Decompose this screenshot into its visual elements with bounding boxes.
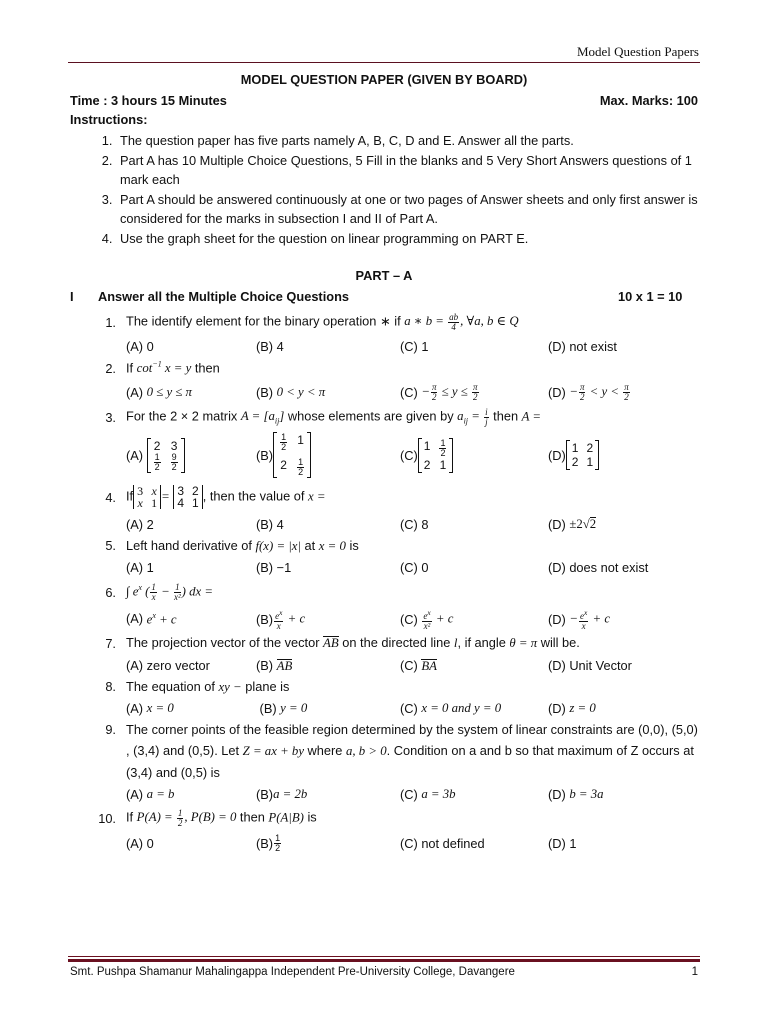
option-b: (B) AB bbox=[256, 657, 293, 673]
question-text: The projection vector of the vector AB on the directed line l, if angle θ = π will be. bbox=[126, 635, 580, 650]
option-c: (C) not defined bbox=[400, 835, 485, 851]
option-a: (A) 0 ≤ y ≤ π bbox=[126, 384, 192, 400]
question-number: 1. bbox=[105, 314, 116, 330]
options-row bbox=[126, 831, 698, 855]
question-number: 3. bbox=[105, 409, 116, 425]
options-row bbox=[126, 556, 698, 578]
footer-rule-thick bbox=[68, 959, 700, 962]
option-c: (C) 1 $\frac{1}{2}$ 2 1 bbox=[400, 438, 548, 473]
options-row bbox=[126, 697, 698, 719]
options-row bbox=[126, 335, 698, 357]
max-marks: Max. Marks: 100 bbox=[599, 93, 698, 108]
matrix: $\frac{1}{2}$ 1 2 $\frac{1}{2}$ bbox=[273, 432, 311, 478]
page-number: 1 bbox=[691, 966, 698, 978]
options-row bbox=[126, 379, 698, 405]
question-text: If 3 x x 1 = 3 2 4 1 , then the value of x = bbox=[126, 484, 326, 510]
question-text: For the 2 × 2 matrix $A = [a_{ij}]$ whose elements are given by $a_{ij}$ = $\frac{i}{j}$ then A = bbox=[126, 406, 542, 427]
option-c: (C) x = 0 and y = 0 bbox=[400, 700, 502, 716]
option-c: (C) 0 bbox=[400, 559, 429, 575]
option-c: (C) a = 3b bbox=[400, 786, 456, 802]
option-d: (D) − $\frac{\pi}{2}$ < y < $\frac{\pi}{2}$ bbox=[548, 381, 629, 402]
question-text: Left hand derivative of f(x) = |x| at x = 0 is bbox=[126, 537, 359, 553]
question-text bbox=[126, 313, 698, 332]
question-number: 5. bbox=[105, 538, 116, 553]
options-row bbox=[126, 606, 698, 632]
option-a: (A) 2 bbox=[126, 516, 154, 532]
option-d: (D) b = 3a bbox=[548, 786, 604, 802]
option-a: (A) $e^x + c$ bbox=[126, 610, 177, 627]
option-c: (C) 8 bbox=[400, 516, 429, 532]
question-text: ∫ $e^x$ ( $\frac{1}{x}$ − $\frac{1}{\text{x²}}$ ) dx = bbox=[126, 581, 214, 602]
question-number: 4. bbox=[105, 489, 116, 505]
question-7 bbox=[98, 632, 698, 654]
page-content bbox=[70, 72, 698, 855]
option-d: (D) ±2√2 bbox=[548, 516, 597, 532]
options-row bbox=[126, 429, 698, 481]
matrix: 2 3 $\frac{1}{2}$ $\frac{9}{2}$ bbox=[147, 438, 185, 473]
option-c: (C) − $\frac{\pi}{2}$ ≤ y ≤ $\frac{\pi}{2}$ bbox=[400, 381, 478, 402]
section-marks: 10 x 1 = 10 bbox=[618, 289, 683, 304]
question-number: 8. bbox=[105, 679, 116, 694]
options-row bbox=[126, 783, 698, 805]
option-c: (C) BA bbox=[400, 657, 437, 673]
option-d: (D) Unit Vector bbox=[548, 657, 632, 673]
option-c: (C) $\frac{e^x}{\text{x²}}$ + c bbox=[400, 607, 454, 631]
instruction-item: 2. Part A has 10 Multiple Choice Questions, 5 Fill in the blanks and 5 Very Short Answers questions of 1 mark each bbox=[116, 151, 698, 190]
header-rule bbox=[68, 62, 700, 63]
time-marks-row bbox=[70, 93, 698, 112]
time-allowed: Time : 3 hours 15 Minutes bbox=[70, 93, 227, 108]
option-d: (D) does not exist bbox=[548, 559, 649, 575]
question-text: If $\cot^{-1} x = y$ then bbox=[126, 359, 220, 376]
option-b: (B) a = 2b bbox=[256, 786, 308, 802]
option-a: (A) 1 bbox=[126, 559, 154, 575]
instruction-item: 4. Use the graph sheet for the question on linear programming on PART E. bbox=[116, 229, 698, 249]
question-2 bbox=[98, 357, 698, 379]
footer-rule bbox=[68, 956, 700, 957]
option-b: (B) y = 0 bbox=[256, 700, 308, 716]
instruction-item: 1. The question paper has five parts namely A, B, C, D and E. Answer all the parts. bbox=[116, 131, 698, 151]
option-d: (D) not exist bbox=[548, 338, 617, 354]
running-header: Model Question Papers bbox=[576, 44, 699, 59]
question-text: The corner points of the feasible region determined by the system of linear constraints are (0,0), (5,0) , (3,4) and (0,5). Let Z = ax + by where a, b > 0. Condition on a and b so that maximum of Z occurs at (3,4) and (0,5) is bbox=[126, 722, 698, 780]
option-b: (B) 0 < y < π bbox=[256, 384, 326, 400]
question-5 bbox=[98, 535, 698, 556]
instructions-heading: Instructions: bbox=[70, 112, 148, 127]
option-d: (D) − $\frac{e^x}{x}$ + c bbox=[548, 607, 611, 631]
option-d: (D) 1 bbox=[548, 835, 577, 851]
question-6 bbox=[98, 578, 698, 606]
question-number: 6. bbox=[105, 584, 116, 600]
question-1-expression: a ∗ b = $\frac{ab}{4}$ , ∀a, b ∈ Q bbox=[404, 311, 519, 332]
option-b: (B) 4 bbox=[256, 338, 284, 354]
option-d: (D) z = 0 bbox=[548, 700, 596, 716]
determinant: 3 2 4 1 bbox=[173, 485, 202, 509]
option-b: (B) $\frac{1}{2}$ bbox=[256, 832, 281, 853]
matrix: 1 2 2 1 bbox=[566, 440, 599, 470]
determinant: 3 x x 1 bbox=[133, 485, 161, 509]
section-instruction: Answer all the Multiple Choice Questions bbox=[98, 289, 350, 304]
section-number: I bbox=[70, 289, 74, 304]
option-a: (A) a = b bbox=[126, 786, 175, 802]
option-b: (B) $\frac{e^x}{x}$ + c bbox=[256, 607, 306, 631]
option-d: (D) 1 2 2 1 bbox=[548, 440, 698, 470]
options-row bbox=[126, 513, 698, 535]
question-number: 10. bbox=[98, 810, 116, 826]
question-9 bbox=[98, 719, 698, 783]
question-8 bbox=[98, 676, 698, 697]
option-b: (B) $\frac{1}{2}$ 1 2 $\frac{1}{2}$ bbox=[256, 432, 400, 478]
question-text: The equation of xy − plane is bbox=[126, 678, 290, 694]
option-a: (A) 0 bbox=[126, 835, 154, 851]
question-3 bbox=[98, 405, 698, 429]
instruction-item: 3. Part A should be answered continuously at one or two pages of Answer sheets and only first answer is considered for the marks in subsection I and II of Part A. bbox=[116, 190, 698, 229]
option-b: (B) −1 bbox=[256, 559, 292, 575]
matrix: 1 $\frac{1}{2}$ 2 1 bbox=[418, 438, 454, 473]
option-a: (A) 0 bbox=[126, 338, 154, 354]
question-number: 9. bbox=[105, 722, 116, 737]
question-text-1: The identify element for the binary operation ∗ if bbox=[126, 312, 401, 328]
option-a: (A) 2 3 $\frac{1}{2}$ $\frac{9}{2}$ bbox=[126, 438, 256, 473]
option-a: (A) zero vector bbox=[126, 657, 210, 673]
option-a: (A) x = 0 bbox=[126, 700, 174, 716]
options-row bbox=[126, 654, 698, 676]
question-1 bbox=[98, 309, 698, 335]
footer-college: Smt. Pushpa Shamanur Mahalingappa Independent Pre-University College, Davangere bbox=[70, 966, 515, 978]
section-header bbox=[70, 289, 698, 309]
question-text: If P(A) = $\frac{1}{2}$ , P(B) = 0 then P(A|B) is bbox=[126, 807, 317, 828]
paper-title: MODEL QUESTION PAPER (GIVEN BY BOARD) bbox=[240, 72, 528, 87]
question-4 bbox=[98, 481, 698, 513]
question-number: 2. bbox=[105, 360, 116, 376]
part-a-title: PART – A bbox=[355, 268, 413, 283]
option-b: (B) 4 bbox=[256, 516, 284, 532]
question-number: 7. bbox=[105, 635, 116, 651]
question-10 bbox=[98, 805, 698, 831]
instructions-list bbox=[70, 131, 698, 248]
option-c: (C) 1 bbox=[400, 338, 429, 354]
